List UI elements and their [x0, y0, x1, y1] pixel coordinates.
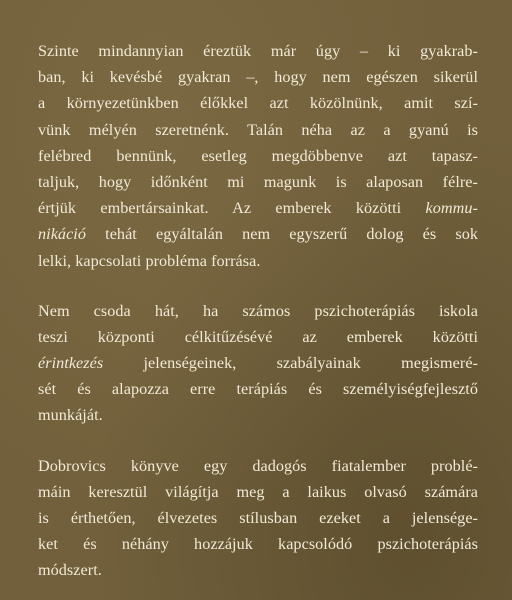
text-segment: teszi központi célkitűzésévé az emberek közötti	[38, 327, 478, 346]
text-line	[38, 557, 478, 583]
text-segment: ket és néhány hozzájuk kapcsolódó pszichoterápiás	[38, 535, 478, 554]
italic-term: nikáció	[38, 225, 86, 244]
text-segment: Dobrovics könyve egy dadogós fiatalember problé-	[38, 456, 478, 475]
text-line	[38, 350, 478, 376]
text-segment: sét és alapozza erre terápiás és személyiségfejlesztő	[38, 380, 478, 399]
text-line	[38, 453, 478, 479]
text-segment: Nem csoda hát, ha számos pszichoterápiás iskola	[38, 301, 478, 320]
text-segment: felébred bennünk, esetleg megdöbbenve azt tapasz-	[38, 146, 478, 165]
italic-term: kommu-	[425, 199, 478, 218]
text-line	[38, 324, 478, 350]
paragraph-1	[38, 38, 478, 274]
text-line	[38, 117, 478, 143]
italic-term: érintkezés	[38, 354, 104, 373]
text-line	[38, 248, 478, 274]
text-segment: máin keresztül világítja meg a laikus olvasó számára	[38, 482, 478, 501]
text-line	[38, 221, 478, 247]
paragraph-gap	[38, 274, 478, 298]
text-line	[38, 402, 478, 428]
text-line	[38, 479, 478, 505]
text-segment: lelki, kapcsolati probléma forrása.	[38, 251, 261, 270]
text-line	[38, 531, 478, 557]
text-line	[38, 38, 478, 64]
text-segment: jelenségeinek, szabályainak megismeré-	[103, 354, 478, 373]
text-line	[38, 64, 478, 90]
text-segment: ban, ki kevésbé gyakran –, hogy nem egészen sikerül	[38, 68, 478, 87]
text-line	[38, 169, 478, 195]
text-line	[38, 298, 478, 324]
text-segment: tehát egyáltalán nem egyszerű dolog és sok	[86, 225, 478, 244]
text-line	[38, 143, 478, 169]
text-line	[38, 195, 478, 221]
text-segment: munkáját.	[38, 406, 103, 425]
text-segment: is érthetően, élvezetes stílusban ezeket a jelensége-	[38, 509, 478, 527]
blurb-text	[38, 38, 478, 584]
text-segment: vünk mélyén szeretnénk. Talán néha az a gyanú is	[38, 120, 478, 139]
text-line	[38, 376, 478, 402]
text-segment: módszert.	[38, 561, 102, 580]
text-segment: taljuk, hogy időnként mi magunk is alaposan félre-	[38, 172, 478, 191]
text-segment: értjük embertársainkat. Az emberek közötti	[38, 199, 426, 218]
paragraph-gap	[38, 429, 478, 453]
paragraph-2	[38, 298, 478, 429]
text-segment: a környezetünkben élőkkel azt közölnünk, amit szí-	[38, 94, 478, 113]
text-line	[38, 505, 478, 531]
text-segment: Szinte mindannyian éreztük már úgy – ki gyakrab-	[38, 42, 478, 60]
paragraph-3	[38, 453, 478, 584]
text-line	[38, 90, 478, 116]
